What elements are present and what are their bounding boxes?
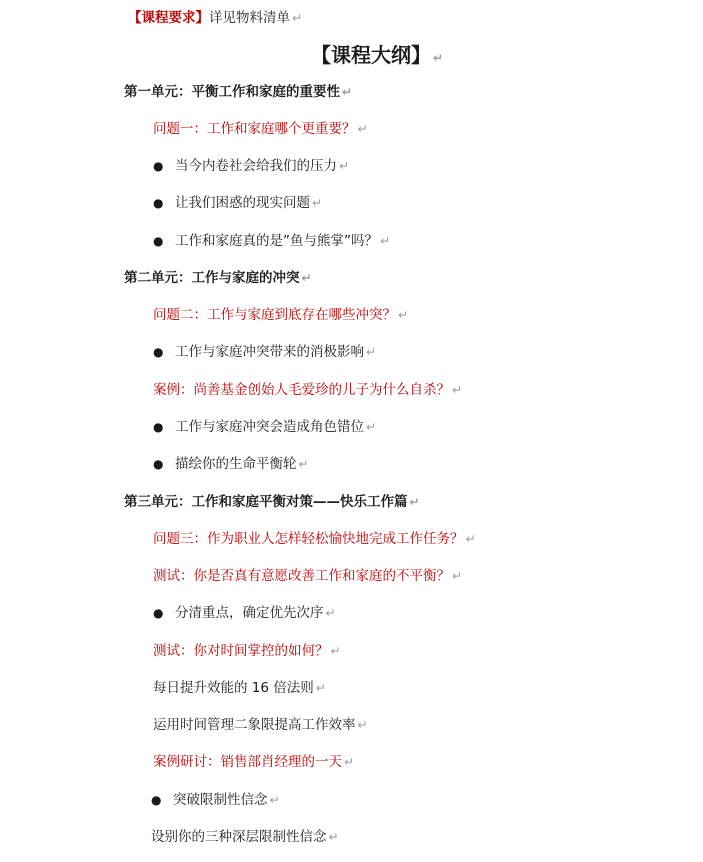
bullet-icon: ● xyxy=(151,793,162,807)
paragraph-mark-icon: ↵ xyxy=(328,830,339,844)
paragraph-mark-icon: ↵ xyxy=(452,569,463,583)
unit-heading xyxy=(124,492,420,512)
paragraph-mark-icon: ↵ xyxy=(366,420,377,434)
bullet-item xyxy=(153,454,309,474)
paragraph-mark-icon: ↵ xyxy=(357,718,368,732)
line-text: 测试：你对时间掌控的如何？ xyxy=(153,643,329,659)
line-text: 工作和家庭真的是”鱼与熊掌”吗？ xyxy=(175,233,378,249)
line-text: 设别你的三种深层限制性信念 xyxy=(151,829,327,845)
paragraph-mark-icon: ↵ xyxy=(342,85,353,99)
line-text: 测试：你是否真有意愿改善工作和家庭的不平衡？ xyxy=(153,568,450,584)
bullet-item xyxy=(153,417,376,437)
bullet-icon: ● xyxy=(153,457,164,471)
line-text: 分清重点，确定优先次序 xyxy=(175,605,324,621)
bullet-icon: ● xyxy=(153,234,164,248)
line-text: 让我们困惑的现实问题 xyxy=(175,195,310,211)
paragraph-mark-icon: ↵ xyxy=(339,159,350,173)
paragraph-mark-icon: ↵ xyxy=(269,793,280,807)
line-text: 问题三：作为职业人怎样轻松愉快地完成工作任务？ xyxy=(153,531,464,547)
line-text: 描绘你的生命平衡轮 xyxy=(175,456,297,472)
paragraph-mark-icon: ↵ xyxy=(433,51,444,65)
bullet-item xyxy=(151,790,280,810)
unit-heading xyxy=(124,82,352,102)
outline-title-text: 【课程大纲】 xyxy=(311,43,431,67)
course-requirement xyxy=(128,8,302,28)
line-text: 第一单元：平衡工作和家庭的重要性 xyxy=(124,84,340,100)
line-text: 案例研讨：销售部肖经理的一天 xyxy=(153,754,342,770)
paragraph-mark-icon: ↵ xyxy=(452,383,463,397)
outline-title xyxy=(311,42,443,71)
outline-line xyxy=(153,380,462,400)
paragraph-mark-icon: ↵ xyxy=(357,122,368,136)
bullet-icon: ● xyxy=(153,420,164,434)
bullet-item xyxy=(153,603,336,623)
paragraph-mark-icon: ↵ xyxy=(465,532,476,546)
line-text: 运用时间管理二象限提高工作效率 xyxy=(153,717,356,733)
bullet-icon: ● xyxy=(153,345,164,359)
paragraph-mark-icon: ↵ xyxy=(344,755,355,769)
outline-line xyxy=(151,827,339,847)
paragraph-mark-icon: ↵ xyxy=(312,196,323,210)
line-text: 当今内卷社会给我们的压力 xyxy=(175,158,337,174)
outline-line xyxy=(153,305,408,325)
paragraph-mark-icon: ↵ xyxy=(380,234,391,248)
outline-line xyxy=(153,119,368,139)
outline-line xyxy=(153,752,354,772)
line-text: 第三单元：工作和家庭平衡对策——快乐工作篇 xyxy=(124,494,408,510)
unit-heading xyxy=(124,268,312,288)
paragraph-mark-icon: ↵ xyxy=(398,308,409,322)
requirement-tag: 【课程要求】 xyxy=(128,10,209,26)
line-text: 案例：尚善基金创始人毛爱珍的儿子为什么自杀？ xyxy=(153,382,450,398)
bullet-icon: ● xyxy=(153,606,164,620)
bullet-item xyxy=(153,231,390,251)
outline-line xyxy=(153,715,368,735)
bullet-item xyxy=(153,342,376,362)
paragraph-mark-icon: ↵ xyxy=(330,644,341,658)
requirement-text: 详见物料清单 xyxy=(209,10,290,26)
bullet-icon: ● xyxy=(153,159,164,173)
bullet-item xyxy=(153,193,322,213)
paragraph-mark-icon: ↵ xyxy=(409,495,420,509)
paragraph-mark-icon: ↵ xyxy=(315,681,326,695)
line-text: 问题二：工作与家庭到底存在哪些冲突？ xyxy=(153,307,396,323)
line-text: 问题一：工作和家庭哪个更重要？ xyxy=(153,121,356,137)
outline-line xyxy=(153,678,326,698)
bullet-item xyxy=(153,156,349,176)
paragraph-mark-icon: ↵ xyxy=(325,606,336,620)
line-text: 突破限制性信念 xyxy=(173,792,268,808)
outline-line xyxy=(153,529,476,549)
line-text: 每日提升效能的 16 倍法则 xyxy=(153,680,314,696)
paragraph-mark-icon: ↵ xyxy=(292,11,303,25)
line-text: 第二单元：工作与家庭的冲突 xyxy=(124,270,300,286)
outline-line xyxy=(153,641,341,661)
paragraph-mark-icon: ↵ xyxy=(298,457,309,471)
line-text: 工作与家庭冲突带来的消极影响 xyxy=(175,344,364,360)
outline-line xyxy=(153,566,462,586)
paragraph-mark-icon: ↵ xyxy=(301,271,312,285)
bullet-icon: ● xyxy=(153,196,164,210)
line-text: 工作与家庭冲突会造成角色错位 xyxy=(175,419,364,435)
paragraph-mark-icon: ↵ xyxy=(366,345,377,359)
